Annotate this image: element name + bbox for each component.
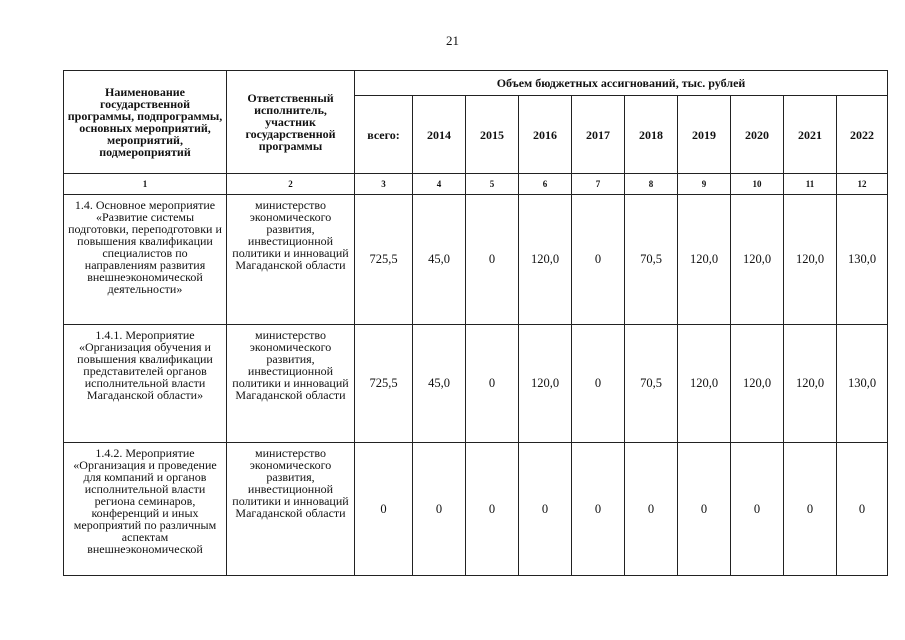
value-cell: 120,0 bbox=[678, 195, 731, 325]
page-number: 21 bbox=[446, 33, 459, 48]
activity-name: 1.4. Основное мероприятие «Развитие системы подготовки, переподготовки и повышения квалификации специалистов по направлениям развития внешнеэкономической деятельности» bbox=[64, 195, 227, 325]
value-cell: 70,5 bbox=[625, 325, 678, 443]
column-number: 4 bbox=[413, 174, 466, 195]
value-cell: 0 bbox=[625, 443, 678, 576]
value-cell: 0 bbox=[413, 443, 466, 576]
column-number: 9 bbox=[678, 174, 731, 195]
value-cell: 0 bbox=[466, 443, 519, 576]
value-cell: 120,0 bbox=[731, 195, 784, 325]
header-total: всего: bbox=[355, 96, 413, 174]
header-year: 2014 bbox=[413, 96, 466, 174]
column-number: 3 bbox=[355, 174, 413, 195]
value-total: 0 bbox=[355, 443, 413, 576]
column-number: 7 bbox=[572, 174, 625, 195]
value-cell: 0 bbox=[466, 195, 519, 325]
column-number: 8 bbox=[625, 174, 678, 195]
value-total: 725,5 bbox=[355, 195, 413, 325]
value-cell: 120,0 bbox=[519, 195, 572, 325]
value-cell: 45,0 bbox=[413, 325, 466, 443]
column-number: 10 bbox=[731, 174, 784, 195]
value-cell: 0 bbox=[784, 443, 837, 576]
value-cell: 120,0 bbox=[678, 325, 731, 443]
value-cell: 0 bbox=[572, 195, 625, 325]
value-cell: 0 bbox=[678, 443, 731, 576]
value-cell: 130,0 bbox=[837, 325, 888, 443]
header-year: 2018 bbox=[625, 96, 678, 174]
value-cell: 0 bbox=[572, 325, 625, 443]
value-cell: 120,0 bbox=[731, 325, 784, 443]
value-cell: 70,5 bbox=[625, 195, 678, 325]
value-cell: 0 bbox=[519, 443, 572, 576]
column-number: 12 bbox=[837, 174, 888, 195]
executor-name: министерство экономического развития, инвестиционной политики и инноваций Магаданской области bbox=[227, 325, 355, 443]
column-number: 5 bbox=[466, 174, 519, 195]
value-cell: 0 bbox=[837, 443, 888, 576]
header-year: 2022 bbox=[837, 96, 888, 174]
header-year: 2019 bbox=[678, 96, 731, 174]
column-number: 2 bbox=[227, 174, 355, 195]
executor-name: министерство экономического развития, инвестиционной политики и инноваций Магаданской области bbox=[227, 443, 355, 576]
header-year: 2017 bbox=[572, 96, 625, 174]
value-cell: 0 bbox=[731, 443, 784, 576]
value-cell: 120,0 bbox=[784, 325, 837, 443]
column-number: 6 bbox=[519, 174, 572, 195]
value-cell: 0 bbox=[466, 325, 519, 443]
header-year: 2020 bbox=[731, 96, 784, 174]
activity-name: 1.4.1. Мероприятие «Организация обучения и повышения квалификации представителей органов исполнительной власти Магаданской области» bbox=[64, 325, 227, 443]
header-year: 2015 bbox=[466, 96, 519, 174]
value-cell: 0 bbox=[572, 443, 625, 576]
column-number-row bbox=[64, 174, 888, 195]
table-row bbox=[64, 195, 888, 325]
header-budget-group: Объем бюджетных ассигнований, тыс. рублей bbox=[355, 71, 888, 96]
table-row bbox=[64, 325, 888, 443]
header-executor-column: Ответственный исполнитель, участник государственной программы bbox=[227, 71, 355, 174]
budget-table bbox=[63, 70, 888, 576]
table-row bbox=[64, 443, 888, 576]
value-cell: 45,0 bbox=[413, 195, 466, 325]
executor-name: министерство экономического развития, инвестиционной политики и инноваций Магаданской области bbox=[227, 195, 355, 325]
header-year: 2021 bbox=[784, 96, 837, 174]
value-cell: 120,0 bbox=[784, 195, 837, 325]
header-year: 2016 bbox=[519, 96, 572, 174]
activity-name: 1.4.2. Мероприятие «Организация и проведение для компаний и органов исполнительной власти региона семинаров, конференций и иных мероприятий по различным аспектам внешнеэкономической bbox=[64, 443, 227, 576]
value-cell: 120,0 bbox=[519, 325, 572, 443]
value-cell: 130,0 bbox=[837, 195, 888, 325]
column-number: 1 bbox=[64, 174, 227, 195]
column-number: 11 bbox=[784, 174, 837, 195]
value-total: 725,5 bbox=[355, 325, 413, 443]
header-name-column: Наименование государственной программы, подпрограммы, основных мероприятий, мероприятий, подмероприятий bbox=[64, 71, 227, 174]
